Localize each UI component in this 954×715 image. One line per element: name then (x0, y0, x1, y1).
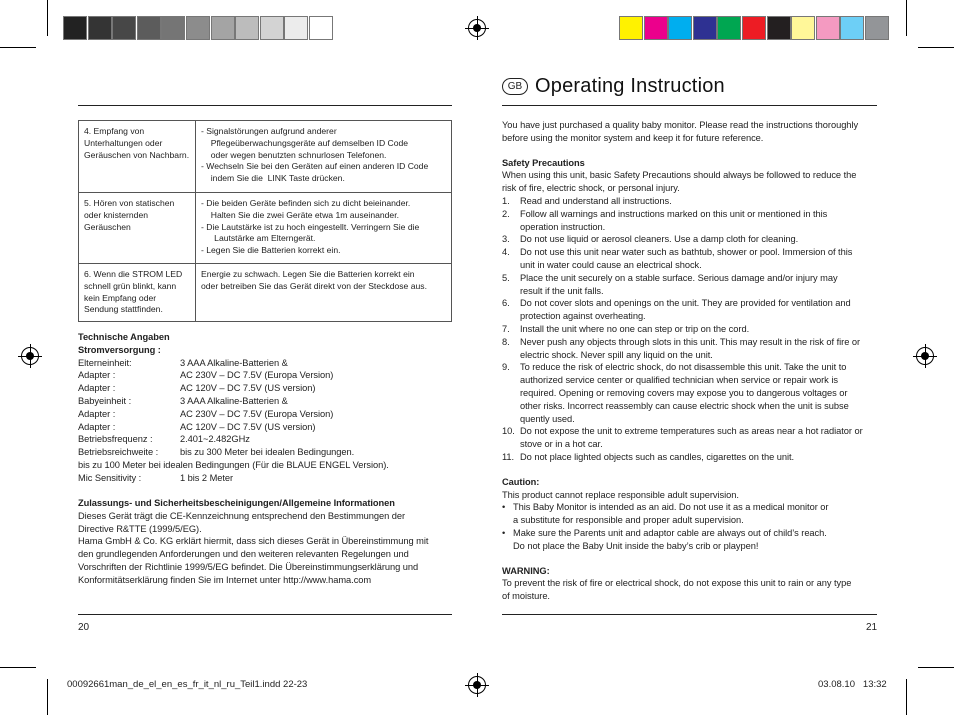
spec-key: Elterneinheit: (78, 357, 132, 368)
caution-bullet (502, 527, 882, 553)
left-bottom-rule (78, 614, 452, 615)
safety-list (502, 195, 882, 464)
spec-key: Adapter : (78, 370, 116, 381)
warning-title: WARNING: (502, 565, 550, 576)
crop-mark (0, 47, 36, 48)
table-row (79, 264, 452, 322)
spec-value: AC 230V – DC 7.5V (Europa Version) (180, 408, 334, 419)
problem-cell: 6. Wenn die STROM LED schnell grün blinkt, kann kein Empfang oder Sendung stattfinden. (79, 264, 196, 322)
caution-bullet (502, 501, 882, 527)
registration-mark-icon (916, 347, 934, 365)
solution-cell (196, 264, 452, 322)
list-item-text (520, 336, 860, 362)
slug-file-name: 00092661man_de_el_en_es_fr_it_nl_ru_Teil1.indd 22-23 (67, 679, 308, 690)
text-line: Install the unit where no one can step or trip on the cord. (520, 323, 750, 334)
safety-title: Safety Precautions (502, 157, 585, 168)
spec-key: Adapter : (78, 421, 116, 432)
page-number-right: 21 (866, 622, 878, 633)
solution-line: oder betreiben Sie das Gerät direkt von der Steckdose aus. (201, 280, 427, 291)
crop-mark (47, 0, 48, 36)
text-line: Never push any objects through slots in this unit. This may result in the risk of fire or (520, 336, 861, 347)
text-line: required. Opening or removing covers may expose you to dangerous voltages or (520, 387, 848, 398)
text-line: Make sure the Parents unit and adaptor cable are always out of child’s reach. (513, 527, 827, 538)
list-item-text (513, 501, 828, 527)
crop-mark (918, 667, 954, 668)
spec-key: Babyeinheit : (78, 395, 132, 406)
text-line: risk of fire, electric shock, or personal injury. (502, 183, 680, 194)
certification-title: Zulassungs- und Sicherheitsbescheinigungen/Allgemeine Informationen (78, 498, 395, 508)
problem-cell: 5. Hören von statischen oder knisternden Geräuschen (79, 193, 196, 264)
list-item-text (520, 297, 851, 323)
spec-row (78, 382, 458, 395)
list-marker: 8. (502, 336, 510, 347)
text-line: unit in water could cause an electrical shock. (520, 259, 702, 270)
spec-row (78, 472, 458, 485)
certification-section (78, 497, 458, 587)
page-title: Operating Instruction (535, 74, 725, 97)
spec-value: AC 230V – DC 7.5V (Europa Version) (180, 370, 334, 381)
gray-swatch (63, 16, 87, 40)
text-line: result if the unit falls. (520, 285, 604, 296)
table-row (79, 121, 452, 193)
gray-swatch (112, 16, 136, 40)
caution-list (502, 501, 882, 552)
registration-mark-icon (468, 676, 486, 694)
list-item-text (520, 425, 863, 451)
certification-text (78, 510, 458, 587)
crop-mark (918, 47, 954, 48)
safety-item (502, 336, 882, 362)
text-line: a substitute for responsible and proper adult supervision. (513, 515, 744, 526)
text-line: before using the monitor system and keep it for future reference. (502, 132, 764, 143)
intro-text (502, 119, 882, 145)
list-marker: 1. (502, 195, 510, 206)
right-bottom-rule (502, 614, 877, 615)
right-top-rule (502, 105, 877, 106)
caution-text: This product cannot replace responsible adult supervision. (502, 489, 739, 500)
text-line: You have just purchased a quality baby monitor. Please read the instructions thoroughly (502, 120, 859, 130)
text-line: Read and understand all instructions. (520, 195, 672, 206)
gray-swatch (284, 16, 308, 40)
gray-swatch (260, 16, 284, 40)
spec-value: 3 AAA Alkaline-Batterien & (180, 357, 288, 368)
gray-swatch (161, 16, 185, 40)
list-marker: 5. (502, 272, 510, 283)
text-line: Dieses Gerät trägt die CE-Kennzeichnung entsprechend den Bestimmungen der (78, 510, 406, 521)
gray-swatch (235, 16, 259, 40)
right-header (502, 72, 882, 100)
caution-title: Caution: (502, 476, 540, 487)
spec-value: 1 bis 2 Meter (180, 472, 234, 483)
warning-text (502, 577, 882, 603)
color-swatch (668, 16, 692, 40)
solution-line: Pflegeüberwachungsgeräte auf demselben ID Code (206, 137, 409, 148)
color-swatch (693, 16, 717, 40)
spec-list (78, 357, 458, 459)
list-marker: 3. (502, 234, 510, 245)
solution-line: - Legen Sie die Batterien korrekt ein. (201, 245, 341, 256)
spec-key: Adapter : (78, 408, 116, 419)
solution-cell (196, 193, 452, 264)
registration-mark-icon (468, 19, 486, 37)
color-swatch (644, 16, 668, 40)
crop-mark (906, 0, 907, 36)
color-swatch (742, 16, 766, 40)
color-swatch (865, 16, 889, 40)
solution-line: Halten Sie die zwei Geräte etwa 1m auseinander. (206, 209, 399, 220)
text-line: other risks. Incorrect reassembly can cause electric shock when the unit is subse (520, 400, 849, 411)
solution-line: Energie zu schwach. Legen Sie die Batterien korrekt ein (201, 269, 415, 279)
text-line: Do not expose the unit to extreme temperatures such as areas near a hot radiator or (520, 426, 863, 437)
color-swatch (619, 16, 643, 40)
list-item-text (520, 323, 749, 336)
text-line: Do not place the Baby Unit inside the baby’s crib or playpen! (513, 540, 759, 551)
safety-item (502, 323, 882, 336)
color-swatch (791, 16, 815, 40)
text-line: Vorschriften der Richtlinie 1999/5/EG befindet. Die Übereinstimmungserklärung und (78, 561, 419, 572)
solution-cell (196, 121, 452, 193)
safety-item (502, 208, 882, 234)
text-line: den grundlegenden Anforderungen und den weiteren relevanten Regelungen und (78, 549, 409, 560)
list-marker: 7. (502, 323, 510, 334)
text-line: Do not use liquid or aerosol cleaners. Use a damp cloth for cleaning. (520, 234, 799, 245)
page-number-left: 20 (78, 622, 90, 633)
spec-key: Adapter : (78, 383, 116, 394)
safety-item (502, 272, 882, 298)
list-item-text (520, 195, 672, 208)
text-line: When using this unit, basic Safety Precautions should always be followed to reduce the (502, 170, 857, 181)
list-item-text (513, 527, 827, 553)
power-supply-title: Stromversorgung : (78, 344, 161, 355)
solution-line: - Die Lautstärke ist zu hoch eingestellt. Verringern Sie die (201, 221, 420, 232)
slug-time: 13:32 (862, 679, 887, 690)
spec-value: 2.401~2.482GHz (180, 434, 250, 445)
text-line: stove or in a hot car. (520, 439, 603, 450)
gray-swatch (137, 16, 161, 40)
text-line: To reduce the risk of electric shock, do not disassemble this unit. Take the unit to (520, 362, 847, 373)
text-line: Do not use this unit near water such as bathtub, shower or pool. Immersion of this (520, 247, 853, 258)
text-line: of moisture. (502, 591, 550, 602)
instructions-body (502, 119, 882, 603)
slug-date-value: 03.08.10 (818, 679, 855, 690)
solution-line: oder wegen benutzten schnurlosen Telefonen. (206, 149, 387, 160)
spec-row (78, 446, 458, 459)
spec-key: Betriebsreichweite : (78, 447, 159, 458)
color-swatch (767, 16, 791, 40)
text-line: quently used. (520, 413, 575, 424)
safety-item (502, 425, 882, 451)
list-marker: 10. (502, 426, 515, 437)
solution-line: - Wechseln Sie bei den Geräten auf einen anderen ID Code (201, 161, 429, 172)
text-line: Directive R&TTE (1999/5/EG). (78, 523, 202, 534)
spec-value: 3 AAA Alkaline-Batterien & (180, 395, 288, 406)
safety-item (502, 246, 882, 272)
spec-row (78, 357, 458, 370)
list-item-text (520, 233, 798, 246)
spec-row (78, 433, 458, 446)
gray-swatch (88, 16, 112, 40)
problem-cell: 4. Empfang von Unterhaltungen oder Geräuschen von Nachbarn. (79, 121, 196, 193)
solution-line: indem Sie die LINK Taste drücken. (206, 173, 345, 184)
spec-row (78, 408, 458, 421)
table-row (79, 193, 452, 264)
gray-swatch (309, 16, 333, 40)
crop-mark (906, 679, 907, 715)
text-line: protection against overheating. (520, 311, 646, 322)
text-line: Follow all warnings and instructions marked on this unit or mentioned in this (520, 208, 828, 219)
list-marker: 2. (502, 208, 510, 219)
color-swatch (717, 16, 741, 40)
crop-mark (47, 679, 48, 715)
list-marker: 9. (502, 362, 510, 373)
spec-key: Mic Sensitivity : (78, 472, 142, 483)
list-marker: 11. (502, 451, 515, 462)
list-marker: • (502, 527, 506, 538)
gray-swatch (211, 16, 235, 40)
color-swatch (816, 16, 840, 40)
text-line: authorized service center or qualified technician when service or repair work is (520, 375, 838, 386)
spec-row (78, 421, 458, 434)
safety-item (502, 451, 882, 464)
gray-swatch (186, 16, 210, 40)
safety-intro (502, 169, 882, 195)
tech-specs-title: Technische Angaben (78, 332, 170, 342)
safety-item (502, 297, 882, 323)
text-line: Hama GmbH & Co. KG erklärt hiermit, dass sich dieses Gerät in Übereinstimmung mit (78, 536, 429, 547)
left-top-rule (78, 105, 452, 106)
text-line: This Baby Monitor is intended as an aid. Do not use it as a medical monitor or (513, 502, 829, 513)
text-line: Do not place lighted objects such as candles, cigarettes on the unit. (520, 451, 795, 462)
spec-value: bis zu 300 Meter bei idealen Bedingungen. (180, 447, 355, 458)
crop-mark (0, 667, 36, 668)
safety-item (502, 361, 882, 425)
list-item-text (520, 208, 827, 234)
list-marker: 6. (502, 298, 510, 309)
list-item-text (520, 451, 794, 464)
text-line: To prevent the risk of fire or electrical shock, do not expose this unit to rain or any type (502, 578, 852, 589)
language-badge: GB (502, 78, 528, 95)
list-item-text (520, 361, 849, 425)
list-marker: 4. (502, 247, 510, 258)
slug-date (818, 679, 887, 690)
solution-line: - Die beiden Geräte befinden sich zu dicht beieinander. (201, 198, 411, 208)
spec-value: AC 120V – DC 7.5V (US version) (180, 383, 316, 394)
spec-value: AC 120V – DC 7.5V (US version) (180, 421, 316, 432)
spec-row (78, 369, 458, 382)
text-line: operation instruction. (520, 221, 606, 232)
text-line: Do not cover slots and openings on the unit. They are provided for ventilation and (520, 298, 851, 309)
registration-mark-icon (21, 347, 39, 365)
text-line: electric shock. Never spill any liquid on the unit. (520, 349, 713, 360)
text-line: Konformitätserklärung finden Sie im Internet unter http://www.hama.com (78, 574, 372, 585)
text-line: Place the unit securely on a stable surface. Serious damage and/or injury may (520, 272, 838, 283)
solution-line: Lautstärke am Elterngerät. (207, 233, 316, 244)
spec-key: Betriebsfrequenz : (78, 434, 153, 445)
list-marker: • (502, 502, 506, 513)
troubleshooting-table (78, 120, 452, 322)
color-swatch (840, 16, 864, 40)
safety-item (502, 233, 882, 246)
safety-item (502, 195, 882, 208)
list-item-text (520, 246, 852, 272)
range-note: bis zu 100 Meter bei idealen Bedingungen (Für die BLAUE ENGEL Version). (78, 459, 389, 470)
list-item-text (520, 272, 838, 298)
solution-line: - Signalstörungen aufgrund anderer (201, 126, 337, 136)
tech-specs-section (78, 331, 458, 485)
spec-row (78, 395, 458, 408)
